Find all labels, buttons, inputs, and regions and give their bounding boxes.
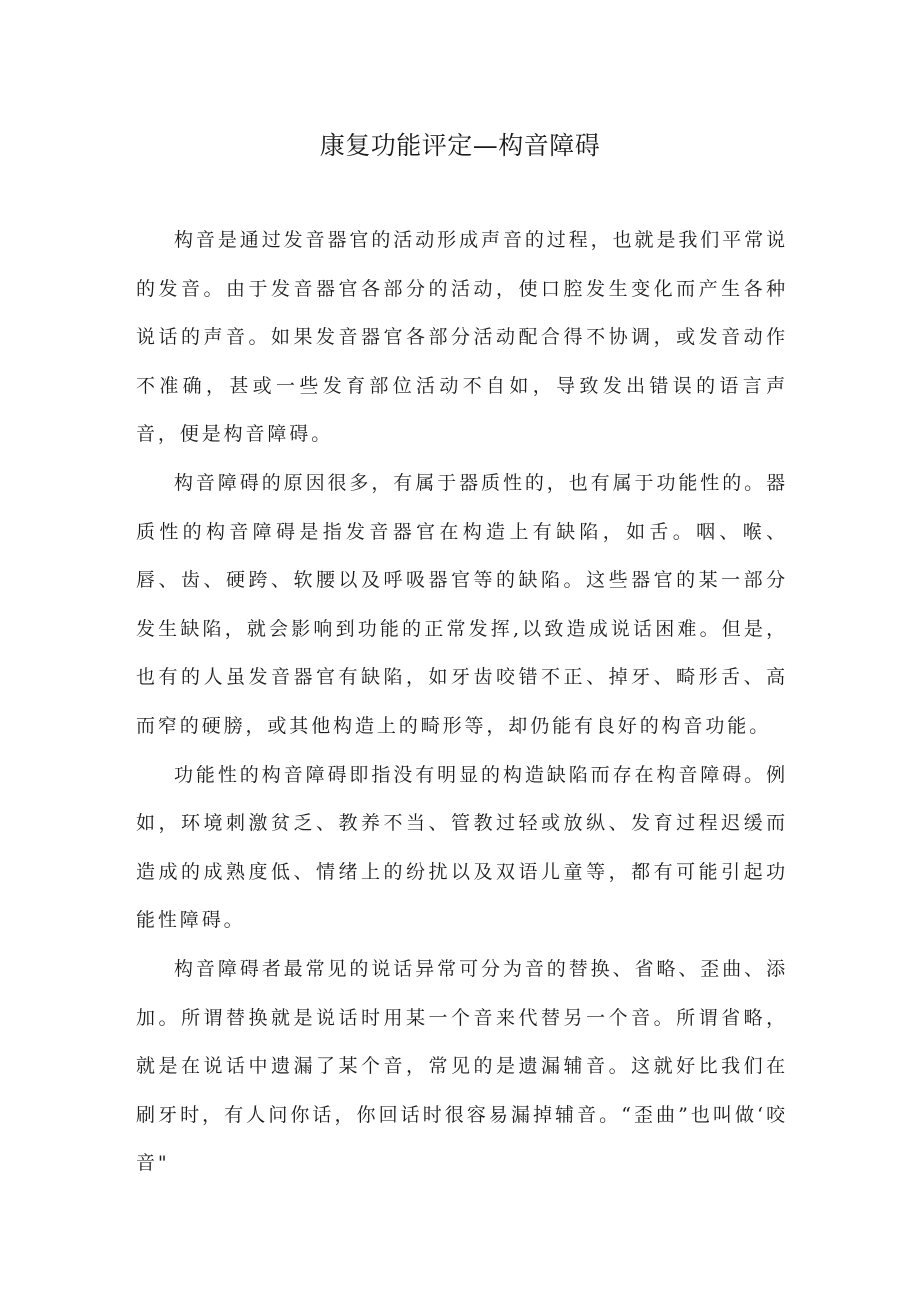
document-body [136, 216, 788, 1188]
paragraph-3: 功能性的构音障碍即指没有明显的构造缺陷而存在构音障碍。例如，环境刺激贫乏、教养不当、管教过轻或放纵、发育过程迟缓而造成的成熟度低、情绪上的纷扰以及双语儿童等，都有可能引起功能性障碍。 [136, 763, 788, 932]
document-title: 康复功能评定—构音障碍 [319, 131, 601, 160]
paragraph-1: 构音是通过发音器官的活动形成声音的过程，也就是我们平常说的发音。由于发音器官各部分的活动，使口腔发生变化而产生各种说话的声音。如果发音器官各部分活动配合得不协调，或发音动作不准确，甚或一些发育部位活动不自如，导致发出错误的语言声音，便是构音障碍。 [136, 229, 788, 446]
paragraph-4: 构音障碍者最常见的说话异常可分为音的替换、省略、歪曲、添加。所谓替换就是说话时用某一个音来代替另一个音。所谓省略，就是在说话中遗漏了某个音，常见的是遗漏辅音。这就好比我们在刷牙时，有人问你话，你回话时很容易漏掉辅音。“歪曲”也叫做‘咬音" [136, 957, 788, 1175]
paragraph-2: 构音障碍的原因很多，有属于器质性的，也有属于功能性的。器质性的构音障碍是指发音器官在构造上有缺陷，如舌。咽、喉、唇、齿、硬跨、软腰以及呼吸器官等的缺陷。这些器官的某一部分发生缺陷，就会影响到功能的正常发挥,以致造成说话困难。但是，也有的人虽发音器官有缺陷，如牙齿咬错不正、掉牙、畸形舌、高而窄的硬膀，或其他构造上的畸形等，却仍能有良好的构音功能。 [136, 471, 788, 737]
